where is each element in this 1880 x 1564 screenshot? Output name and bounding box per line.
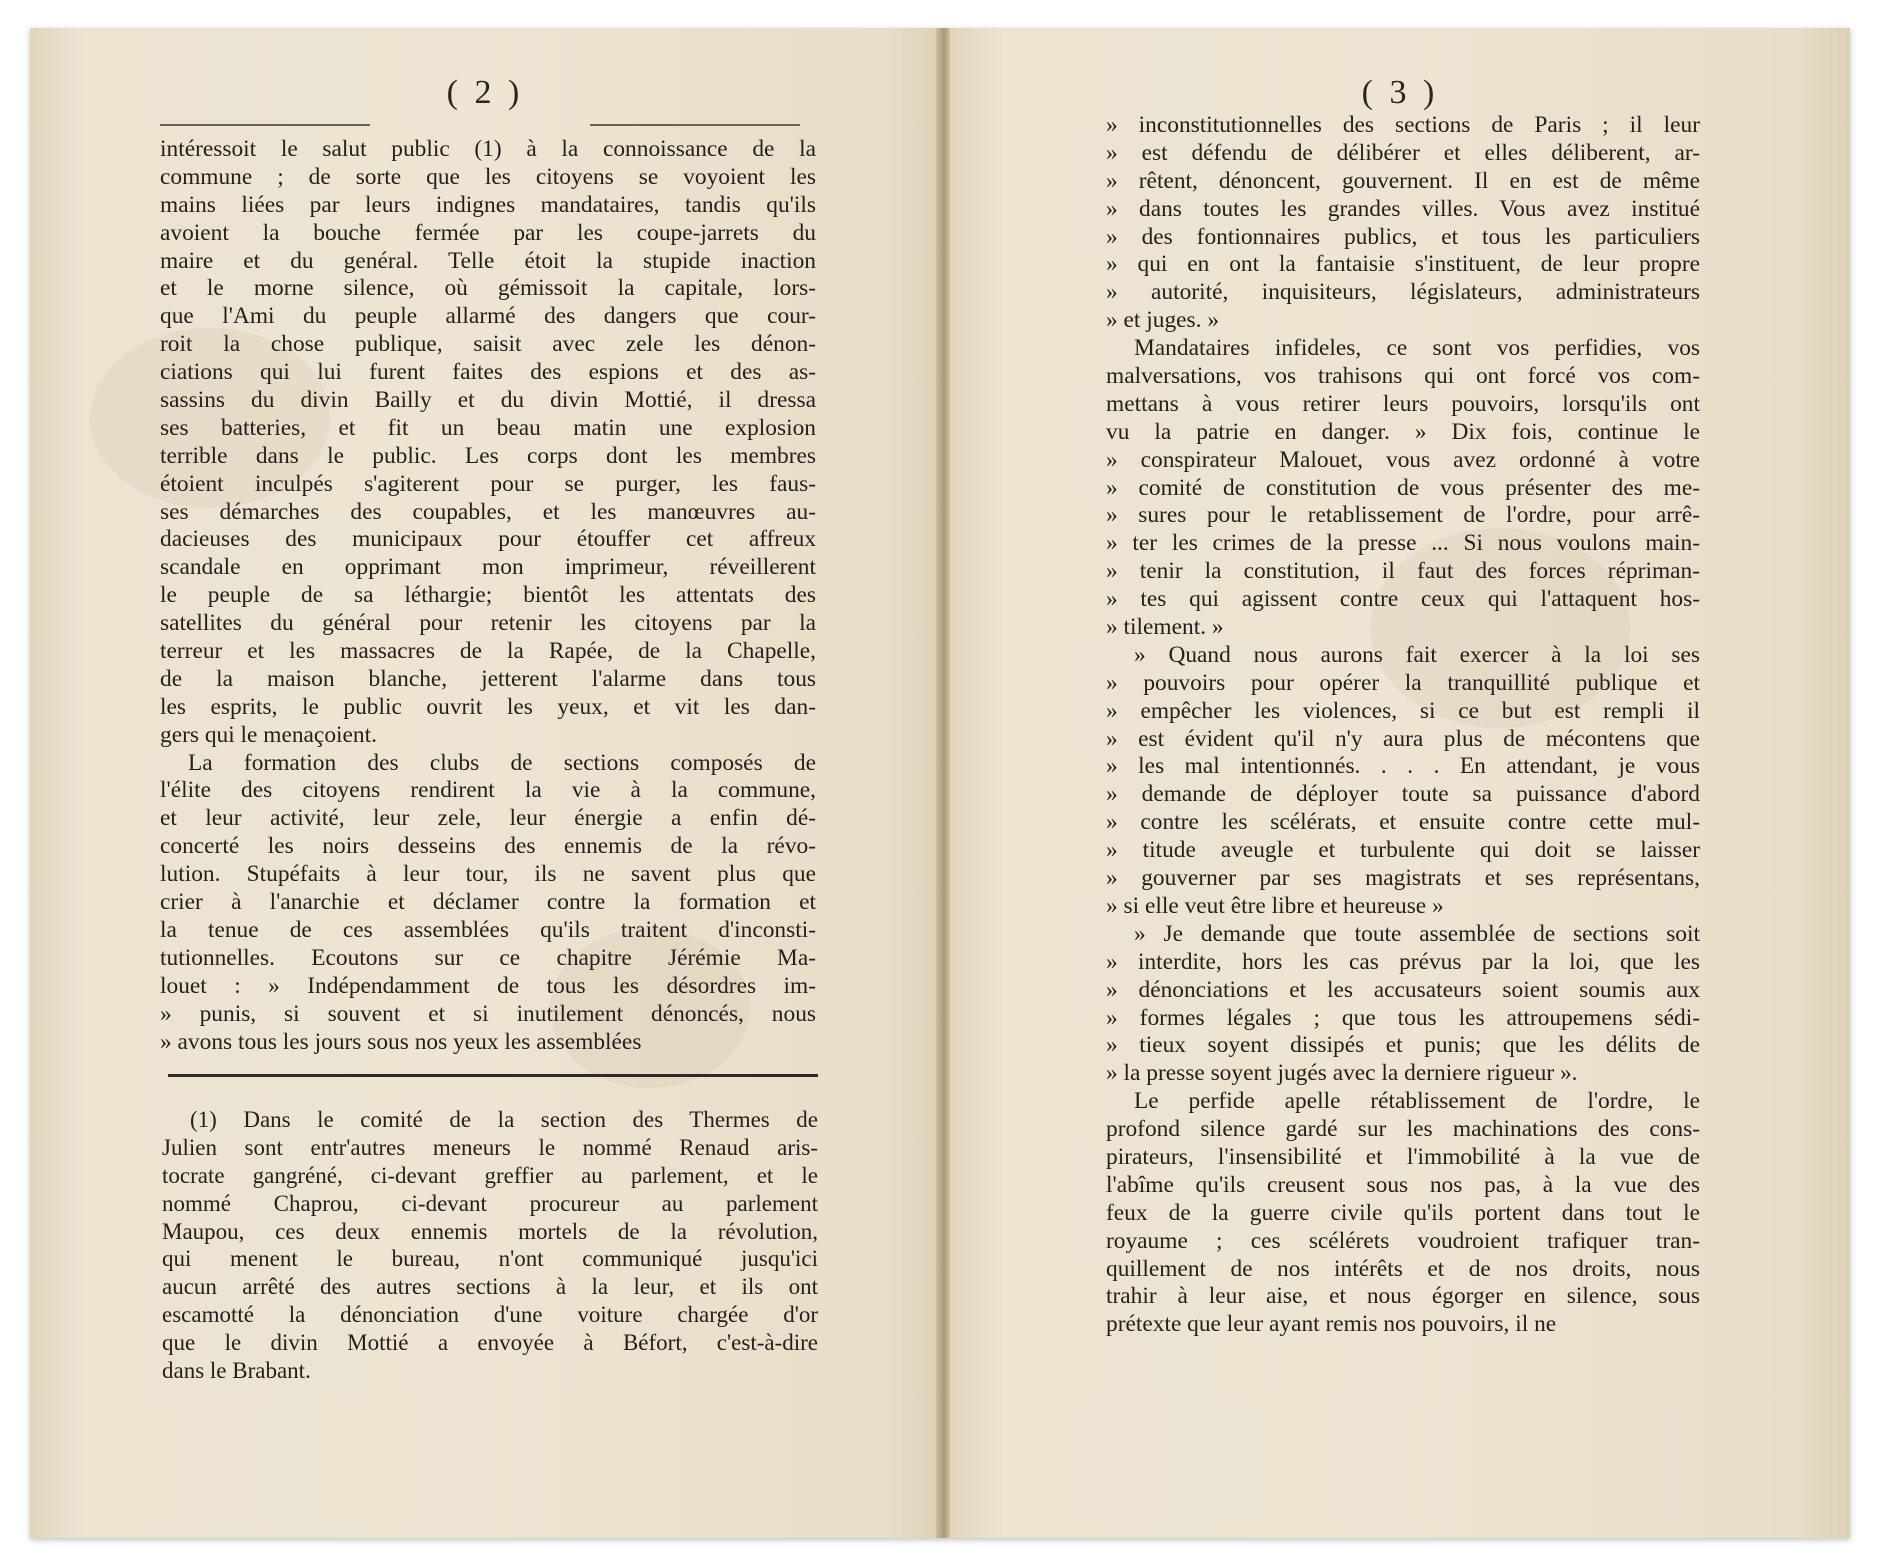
text-line: ciations qui lui furent faites des espions et des as- <box>160 359 816 386</box>
text-line: trahir à leur aise, et nous égorger en silence, sous <box>1106 1283 1700 1310</box>
text-line: Mandataires infideles, ce sont vos perfidies, vos <box>1134 335 1700 362</box>
footnote-line: nommé Chaprou, ci-devant procureur au parlement <box>162 1190 818 1216</box>
text-line: » les mal intentionnés. . . . En attendant, je vous <box>1106 753 1700 780</box>
text-line: » sures pour le retablissement de l'ordre, pour arrê- <box>1106 502 1700 529</box>
text-line: les esprits, le public ouvrit les yeux, et vit les dan- <box>160 693 816 720</box>
text-line: royaume ; ces scélérets voudroient trafiquer tran- <box>1106 1227 1700 1254</box>
text-line: étoient inculpés s'agiterent pour se purger, les faus- <box>160 470 816 497</box>
header-rule <box>160 124 370 126</box>
text-line: » est défendu de délibérer et elles déliberent, ar- <box>1106 139 1700 166</box>
footnote-line: Maupou, ces deux ennemis mortels de la révolution, <box>162 1218 818 1244</box>
text-line: profond silence gardé sur les machinations des cons- <box>1106 1116 1700 1143</box>
text-line: scandale en opprimant mon imprimeur, réveillerent <box>160 554 816 581</box>
text-line: lution. Stupéfaits à leur tour, ils ne savent plus que <box>160 861 816 888</box>
text-line: » pouvoirs pour opérer la tranquillité publique et <box>1106 669 1700 696</box>
text-line: » gouverner par ses magistrats et ses représentans, <box>1106 865 1700 892</box>
text-line: » tilement. » <box>1106 614 1224 641</box>
text-line: et leur activité, leur zele, leur énergie a enfin dé- <box>160 805 816 832</box>
footnote-line: aucun arrêté des autres sections à la leur, et ils ont <box>162 1274 818 1300</box>
text-line: prétexte que leur ayant remis nos pouvoirs, il ne <box>1106 1311 1557 1338</box>
text-line: avoient la bouche fermée par les coupe-jarrets du <box>160 219 816 246</box>
text-line: mains liées par leurs indignes mandataires, tandis qu'ils <box>160 191 816 218</box>
text-line: » des fontionnaires publics, et tous les particuliers <box>1106 223 1700 250</box>
footnote-line: qui menent le bureau, n'ont communiqué jusqu'ici <box>162 1246 818 1272</box>
text-line: commune ; de sorte que les citoyens se voyoient les <box>160 163 816 190</box>
text-line: La formation des clubs de sections composés de <box>188 749 816 776</box>
book-spread <box>30 28 1850 1538</box>
text-line: crier à l'anarchie et déclamer contre la formation et <box>160 889 816 916</box>
text-line: que l'Ami du peuple allarmé des dangers que cour- <box>160 303 816 330</box>
left-body-text <box>160 136 816 1056</box>
text-line: feux de la guerre civile qu'ils portent dans tout le <box>1106 1199 1700 1226</box>
text-line: terreur et les massacres de la Rapée, de la Chapelle, <box>160 638 816 665</box>
left-page <box>30 28 940 1538</box>
right-body-text <box>1106 112 1700 1339</box>
footnote-rule <box>168 1074 818 1077</box>
text-line: sassins du divin Bailly et du divin Mottié, il dressa <box>160 387 816 414</box>
text-line: tutionnelles. Ecoutons sur ce chapitre Jérémie Ma- <box>160 944 816 971</box>
footnote-line: Julien sont entr'autres meneurs le nommé Renaud aris- <box>162 1134 818 1160</box>
text-line: » tenir la constitution, il faut des forces répriman- <box>1106 558 1700 585</box>
footnote-line: que le divin Mottié a envoyée à Béfort, c'est-à-dire <box>162 1330 818 1356</box>
footnote-line: dans le Brabant. <box>162 1358 311 1384</box>
text-line: Le perfide apelle rétablissement de l'ordre, le <box>1134 1088 1700 1115</box>
footnote-line: (1) Dans le comité de la section des Thermes de <box>190 1107 818 1132</box>
text-line: louet : » Indépendamment de tous les désordres im- <box>160 972 816 999</box>
text-line: terrible dans le public. Les corps dont les membres <box>160 442 816 469</box>
page-number-right: ( 3 ) <box>1361 74 1439 111</box>
text-line: et le morne silence, où gémissoit la capitale, lors- <box>160 275 816 302</box>
text-line: » est évident qu'il n'y aura plus de mécontens que <box>1106 725 1700 752</box>
text-line: » punis, si souvent et si inutilement dénoncés, nous <box>160 1000 816 1027</box>
text-line: » formes légales ; que tous les attroupemens sédi- <box>1106 1004 1700 1031</box>
text-line: » Quand nous aurons fait exercer à la loi ses <box>1134 641 1700 668</box>
text-line: ses batteries, et fit un beau matin une explosion <box>160 414 816 441</box>
text-line: gers qui le menaçoient. <box>160 721 377 748</box>
text-line: » Je demande que toute assemblée de sections soit <box>1134 920 1700 947</box>
text-line: » interdite, hors les cas prévus par la loi, que les <box>1106 948 1700 975</box>
text-line: concerté les noirs desseins des ennemis de la révo- <box>160 833 816 860</box>
text-line: vu la patrie en danger. » Dix fois, continue le <box>1106 418 1700 445</box>
text-line: mettans à vous retirer leurs pouvoirs, lorsqu'ils ont <box>1106 390 1700 417</box>
text-line: l'élite des citoyens rendirent la vie à la commune, <box>160 777 816 804</box>
text-line: la tenue de ces assemblées qu'ils traitent d'inconsti- <box>160 916 816 943</box>
text-line: » tes qui agissent contre ceux qui l'attaquent hos- <box>1106 586 1700 613</box>
text-line: intéressoit le salut public (1) à la connoissance de la <box>160 136 816 162</box>
text-line: » rêtent, dénoncent, gouvernent. Il en est de même <box>1106 167 1700 194</box>
text-line: » la presse soyent jugés avec la derniere rigueur ». <box>1106 1060 1578 1087</box>
text-line: » conspirateur Malouet, vous avez ordonné à votre <box>1106 446 1700 473</box>
text-line: malversations, vos trahisons qui ont forcé vos com- <box>1106 363 1700 390</box>
text-line: » et juges. » <box>1106 307 1220 334</box>
text-line: ses démarches des coupables, et les manœuvres au- <box>160 498 816 525</box>
text-line: » contre les scélérats, et ensuite contre cette mul- <box>1106 809 1700 836</box>
left-footnote <box>162 1106 818 1385</box>
text-line: maire et du genéral. Telle étoit la stupide inaction <box>160 247 816 274</box>
text-line: l'abîme qu'ils creusent sous nos pas, à la vue des <box>1106 1171 1700 1198</box>
text-line: quillement de nos intérêts et de nos droits, nous <box>1106 1255 1700 1282</box>
text-line: » dans toutes les grandes villes. Vous avez institué <box>1106 195 1700 222</box>
text-line: le peuple de sa léthargie; bientôt les attentats des <box>160 582 816 609</box>
text-line: » titude aveugle et turbulente qui doit se laisser <box>1106 837 1700 864</box>
text-line: » ter les crimes de la presse ... Si nous voulons main- <box>1106 530 1700 557</box>
text-line: » tieux soyent dissipés et punis; que les délits de <box>1106 1032 1700 1059</box>
text-line: » si elle veut être libre et heureuse » <box>1106 892 1444 919</box>
footnote-line: tocrate gangréné, ci-devant greffier au parlement, et le <box>162 1162 818 1188</box>
text-line: dacieuses des municipaux pour étouffer cet affreux <box>160 526 816 553</box>
right-page <box>950 28 1850 1538</box>
text-line: pirateurs, l'insensibilité et l'immobilité à la vue de <box>1106 1143 1700 1170</box>
footnote-line: escamotté la dénonciation d'une voiture chargée d'or <box>162 1302 818 1328</box>
text-line: » dénonciations et les accusateurs soient soumis aux <box>1106 976 1700 1003</box>
page-number-left: ( 2 ) <box>446 74 524 111</box>
text-line: » comité de constitution de vous présenter des me- <box>1106 474 1700 501</box>
text-line: satellites du général pour retenir les citoyens par la <box>160 610 816 637</box>
text-line: » qui en ont la fantaisie s'instituent, de leur propre <box>1106 251 1700 278</box>
text-line: » autorité, inquisiteurs, législateurs, administrateurs <box>1106 279 1700 306</box>
text-line: roit la chose publique, saisit avec zele les dénon- <box>160 331 816 358</box>
text-line: » demande de déployer toute sa puissance d'abord <box>1106 781 1700 808</box>
text-line: de la maison blanche, jetterent l'alarme dans tous <box>160 665 816 692</box>
text-line: » avons tous les jours sous nos yeux les assemblées <box>160 1028 642 1055</box>
text-line: » empêcher les violences, si ce but est rempli il <box>1106 697 1700 724</box>
text-line: » inconstitutionnelles des sections de Paris ; il leur <box>1106 112 1700 138</box>
header-rule <box>590 124 800 126</box>
